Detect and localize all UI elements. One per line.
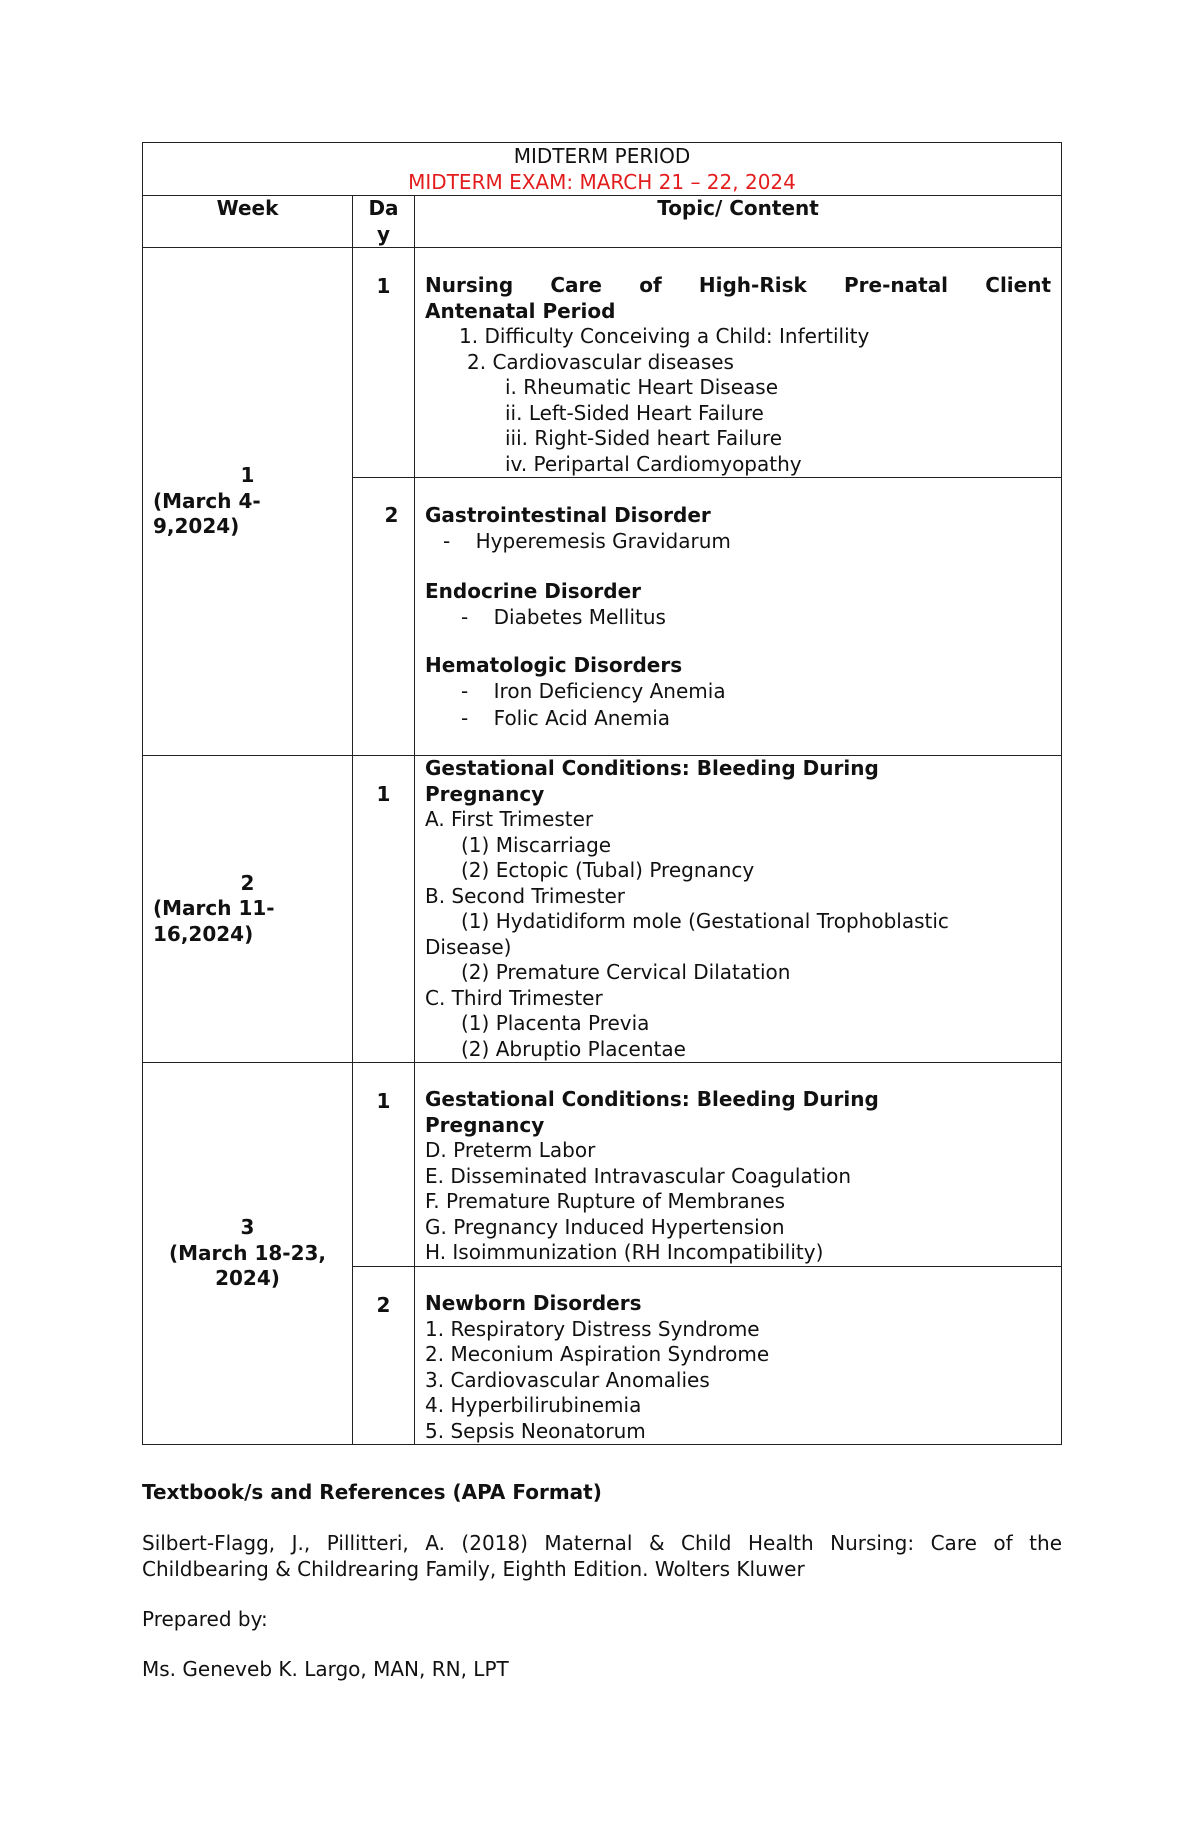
- citation-line-1: Silbert-Flagg, J., Pillitteri, A. (2018) Maternal & Child Health Nursing: Care of the: [142, 1531, 1062, 1555]
- list-item: 3. Cardiovascular Anomalies: [425, 1367, 710, 1392]
- title-row: [143, 143, 1062, 196]
- list-item: Disease): [425, 934, 512, 959]
- day-number: 1: [353, 248, 415, 478]
- list-item: i. Rheumatic Heart Disease: [505, 375, 778, 399]
- topic-cell: [415, 248, 1062, 478]
- list-item: (1) Placenta Previa: [461, 1011, 650, 1035]
- list-item: 1. Difficulty Conceiving a Child: Infertility: [459, 324, 870, 348]
- topic-subheading: Antenatal Period: [425, 298, 616, 323]
- week-dates-cont: 16,2024): [153, 921, 254, 946]
- topic-cell: [415, 478, 1062, 756]
- list-item: - Hyperemesis Gravidarum: [443, 528, 731, 553]
- topic-heading: Hematologic Disorders: [425, 653, 683, 677]
- week-column-header: Week: [143, 196, 353, 248]
- topic-cell: [415, 756, 1062, 1063]
- table-row: [143, 248, 1062, 478]
- period-title: MIDTERM PERIOD: [513, 144, 691, 168]
- list-item: 1. Respiratory Distress Syndrome: [425, 1316, 760, 1341]
- list-item: B. Second Trimester: [425, 883, 626, 908]
- list-item: D. Preterm Labor: [425, 1138, 596, 1162]
- week-dates-cont: 2024): [215, 1266, 280, 1291]
- list-item: A. First Trimester: [425, 807, 594, 831]
- citation-line-2: Childbearing & Childrearing Family, Eighth Edition. Wolters Kluwer: [142, 1556, 805, 1581]
- day-number: 1: [353, 1063, 415, 1267]
- day-number: 2: [353, 1267, 415, 1445]
- list-item: (2) Abruptio Placentae: [461, 1036, 686, 1061]
- week-1-cell: [143, 248, 353, 756]
- topic-heading: Endocrine Disorder: [425, 579, 642, 603]
- preparer-name: Ms. Geneveb K. Largo, MAN, RN, LPT: [142, 1657, 509, 1681]
- topic-cell: [415, 1267, 1062, 1445]
- list-item: 5. Sepsis Neonatorum: [425, 1418, 646, 1443]
- reference-citation: [142, 1531, 1062, 1582]
- list-item: - Folic Acid Anemia: [461, 706, 671, 730]
- week-3-cell: [143, 1063, 353, 1445]
- list-item: iii. Right-Sided heart Failure: [505, 426, 783, 450]
- day-column-header: [353, 196, 415, 248]
- list-item: E. Disseminated Intravascular Coagulation: [425, 1163, 852, 1188]
- week-dates: (March 18-23,: [168, 1240, 327, 1265]
- list-item: (1) Miscarriage: [461, 832, 612, 857]
- topic-subheading: Pregnancy: [425, 781, 545, 806]
- list-item: - Iron Deficiency Anemia: [461, 678, 726, 703]
- list-item: ii. Left-Sided Heart Failure: [505, 400, 764, 425]
- week-number: 3: [240, 1215, 255, 1240]
- topic-heading: Gestational Conditions: Bleeding During: [425, 756, 879, 780]
- topic-column-header: Topic/ Content: [415, 196, 1062, 248]
- list-item: 4. Hyperbilirubinemia: [425, 1393, 642, 1417]
- list-item: 2. Meconium Aspiration Syndrome: [425, 1342, 770, 1366]
- list-item: - Diabetes Mellitus: [461, 604, 666, 629]
- topic-heading: Gastrointestinal Disorder: [425, 503, 711, 527]
- exam-date-title: MIDTERM EXAM: MARCH 21 – 22, 2024: [408, 169, 796, 194]
- midterm-schedule-table: [142, 142, 1062, 1445]
- topic-heading: Nursing Care of High-Risk Pre-natal Client: [425, 273, 1052, 297]
- topic-heading: Gestational Conditions: Bleeding During: [425, 1087, 879, 1111]
- list-item: G. Pregnancy Induced Hypertension: [425, 1214, 785, 1239]
- week-dates-cont: 9,2024): [153, 514, 240, 539]
- topic-heading: Newborn Disorders: [425, 1291, 642, 1315]
- day-header-part2: y: [376, 221, 391, 246]
- list-item: F. Premature Rupture of Membranes: [425, 1189, 786, 1213]
- table-row: [143, 1063, 1062, 1267]
- list-item: H. Isoimmunization (RH Incompatibility): [425, 1240, 824, 1264]
- day-number: 2: [353, 478, 415, 756]
- list-item: iv. Peripartal Cardiomyopathy: [505, 451, 802, 476]
- list-item: 2. Cardiovascular diseases: [467, 349, 734, 374]
- prepared-by-label: Prepared by:: [142, 1607, 268, 1631]
- week-number: 2: [240, 870, 255, 895]
- day-number: 1: [353, 756, 415, 1063]
- list-item: (2) Premature Cervical Dilatation: [461, 960, 791, 984]
- week-dates: (March 11-: [153, 896, 275, 921]
- week-2-cell: [143, 756, 353, 1063]
- week-number: 1: [240, 463, 255, 488]
- table-row: [143, 756, 1062, 1063]
- topic-subheading: Pregnancy: [425, 1112, 545, 1137]
- list-item: C. Third Trimester: [425, 985, 603, 1010]
- references-heading: Textbook/s and References (APA Format): [142, 1480, 602, 1504]
- day-header-part1: Da: [368, 196, 399, 220]
- list-item: (1) Hydatidiform mole (Gestational Trophoblastic: [461, 909, 949, 933]
- week-dates: (March 4-: [153, 488, 261, 513]
- table-title-cell: [143, 143, 1062, 196]
- column-header-row: [143, 196, 1062, 248]
- topic-cell: [415, 1063, 1062, 1267]
- list-item: (2) Ectopic (Tubal) Pregnancy: [461, 858, 755, 882]
